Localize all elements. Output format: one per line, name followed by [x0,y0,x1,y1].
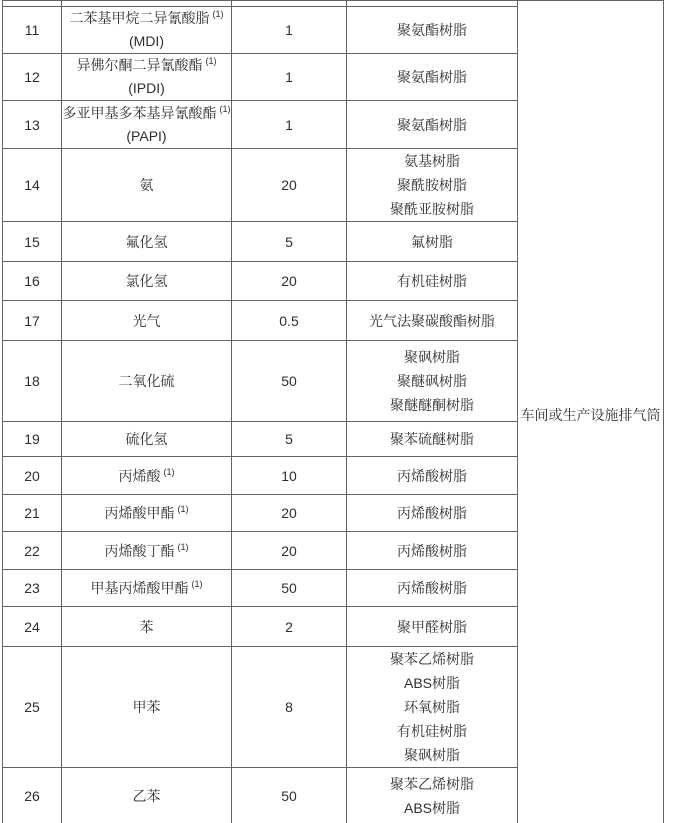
footnote-marker: (1) [177,541,189,552]
row-number-cell: 25 [3,647,62,768]
footnote-marker: (1) [177,504,189,515]
row-number-cell: 24 [3,607,62,647]
limit-value-cell: 50 [232,768,347,823]
pollutant-name-cell: 氯化氢 [62,262,232,301]
row-number-cell: 26 [3,768,62,823]
limit-value-cell: 20 [232,532,347,570]
row-number-cell: 11 [3,7,62,54]
limit-value-cell: 20 [232,149,347,222]
resin-type-cell: 丙烯酸树脂 [347,570,518,607]
row-number-cell: 15 [3,222,62,262]
resin-type-cell: 聚苯硫醚树脂 [347,422,518,457]
pollutant-name-cell: 丙烯酸丁酯 $^{(1)}$ [62,532,232,570]
limit-value-cell: 10 [232,457,347,495]
pollutant-name: 多亚甲基多苯基异氰酸酯 $^{(1)}$ [62,103,231,121]
pollutant-name-cell: 光气 [62,301,232,341]
limit-value-cell: 1 [232,101,347,149]
pollutant-abbr: (MDI) [129,33,164,49]
row-number-cell: 12 [3,54,62,101]
limit-value-cell: 50 [232,570,347,607]
row-number-cell: 23 [3,570,62,607]
resin-type-cell: 聚氨酯树脂 [347,7,518,54]
pollutant-name-cell [62,101,232,149]
limit-value-cell: 20 [232,262,347,301]
resin-type-cell: 氨基树脂 聚酰胺树脂 聚酰亚胺树脂 [347,149,518,222]
resin-type-cell: 丙烯酸树脂 [347,495,518,532]
resin-type-cell: 光气法聚碳酸酯树脂 [347,301,518,341]
emission-limits-table [2,0,664,823]
limit-value-cell: 8 [232,647,347,768]
pollutant-name-cell: 甲苯 [62,647,232,768]
resin-type-cell: 有机硅树脂 [347,262,518,301]
footnote-marker: (1) [212,9,224,20]
row-number-cell: 18 [3,341,62,422]
pollutant-name-cell: 二氧化硫 [62,341,232,422]
limit-value-cell: 0.5 [232,301,347,341]
row-number-cell: 21 [3,495,62,532]
row-number-cell: 16 [3,262,62,301]
limit-value-cell: 1 [232,7,347,54]
pollutant-name: 异佛尔酮二异氰酸酯 $^{(1)}$ [76,56,217,73]
pollutant-name-cell: 丙烯酸甲酯 $^{(1)}$ [62,495,232,532]
pollutant-abbr: (PAPI) [126,127,167,144]
resin-type-cell: 聚氨酯树脂 [347,54,518,101]
row-number-cell: 14 [3,149,62,222]
pollutant-name-cell: 甲基丙烯酸甲酯 $^{(1)}$ [62,570,232,607]
resin-type-cell: 聚甲醛树脂 [347,607,518,647]
limit-value-cell: 2 [232,607,347,647]
footnote-marker: (1) [219,103,231,114]
footnote-marker: (1) [191,579,203,590]
pollutant-name: 二苯基甲烷二异氰酸脂 $^{(1)}$ [69,9,224,26]
row-number-cell: 20 [3,457,62,495]
pollutant-name-cell: 乙苯 [62,768,232,823]
resin-type-cell: 丙烯酸树脂 [347,532,518,570]
pollutant-name-cell: 氟化氢 [62,222,232,262]
limit-value-cell: 50 [232,341,347,422]
footnote-marker: (1) [163,466,175,477]
outlet-label: 车间或生产设施排气筒 [520,406,661,423]
row-number-cell: 22 [3,532,62,570]
limit-value-cell: 5 [232,222,347,262]
row-number-cell: 19 [3,422,62,457]
pollutant-name-cell [62,54,232,101]
row-number-cell: 17 [3,301,62,341]
resin-type-cell: 聚砜树脂 聚醚砜树脂 聚醚醚酮树脂 [347,341,518,422]
pollutant-abbr: (IPDI) [128,80,165,96]
row-number-cell: 13 [3,101,62,149]
resin-type-cell: 丙烯酸树脂 [347,457,518,495]
pollutant-name-cell: 氨 [62,149,232,222]
limit-value-cell: 20 [232,495,347,532]
limit-value-cell: 1 [232,54,347,101]
outlet-cell [518,1,664,823]
resin-type-cell: 氟树脂 [347,222,518,262]
pollutant-name-cell: 丙烯酸 $^{(1)}$ [62,457,232,495]
resin-type-cell: 聚苯乙烯树脂 ABS树脂 [347,768,518,823]
resin-type-cell: 聚苯乙烯树脂 ABS树脂 环氧树脂 有机硅树脂 聚砜树脂 [347,647,518,768]
pollutant-name-cell [62,7,232,54]
limit-value-cell: 5 [232,422,347,457]
resin-type-cell: 聚氨酯树脂 [347,101,518,149]
pollutant-name-cell: 硫化氢 [62,422,232,457]
footnote-marker: (1) [205,56,217,67]
pollutant-name-cell: 苯 [62,607,232,647]
